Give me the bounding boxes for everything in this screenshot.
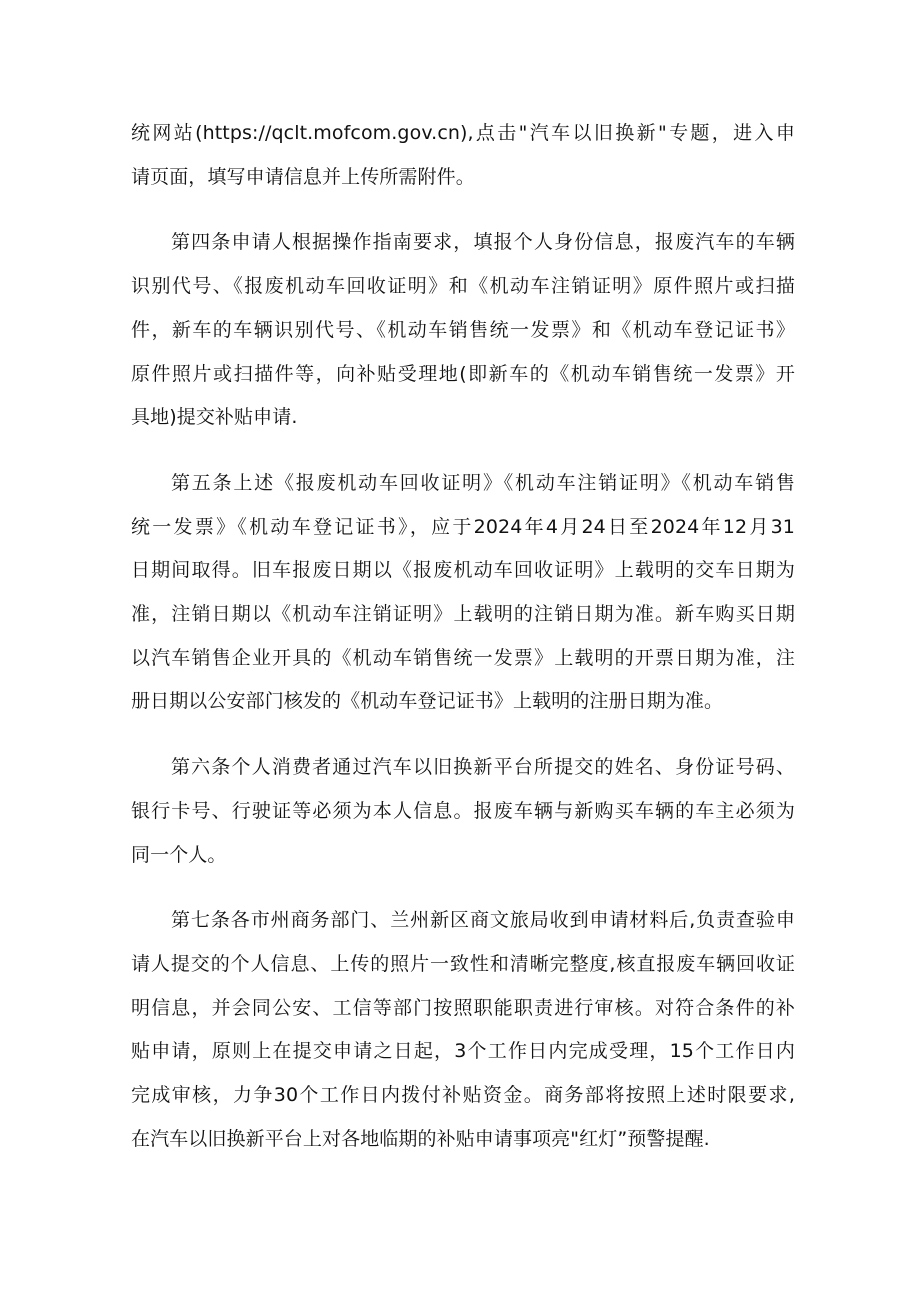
paragraph-article-7 [131, 899, 795, 1161]
text-line: 统一发票》《机动车登记证书》，应于2024年4月24日至2024年12月31 [131, 515, 795, 538]
text-line: 以汽车销售企业开具的《机动车销售统一发票》上载明的开票日期为准，注 [131, 646, 795, 669]
text-line: 第四条申请人根据操作指南要求，填报个人身份信息，报废汽车的车辆 [171, 231, 795, 254]
text-line: 明信息，并会同公安、工信等部门按照职能职责进行审核。对符合条件的补 [131, 996, 795, 1019]
text-line: 原件照片或扫描件等，向补贴受理地(即新车的《机动车销售统一发票》开 [131, 362, 795, 385]
paragraph-article-4 [131, 221, 795, 440]
text-line: 在汽车以旧换新平台上对各地临期的补贴申请事项亮"红灯”预警提醒. [131, 1127, 710, 1150]
text-line: 日期间取得。旧车报废日期以《报废机动车回收证明》上载明的交车日期为 [131, 559, 795, 582]
text-line: 件，新车的车辆识别代号、《机动车销售统一发票》和《机动车登记证书》 [131, 318, 795, 341]
paragraph-continued-website [131, 112, 795, 199]
text-line: 同一个人。 [131, 843, 227, 866]
text-line: 识别代号、《报废机动车回收证明》和《机动车注销证明》原件照片或扫描 [131, 275, 795, 298]
text-line: 银行卡号、行驶证等必须为本人信息。报废车辆与新购买车辆的车主必须为 [131, 799, 795, 822]
text-line: 统网站(https://qclt.mofcom.gov.cn),点击"汽车以旧换新"专题，进入申 [131, 122, 795, 144]
document-body [131, 112, 795, 1183]
text-line: 第五条上述《报废机动车回收证明》《机动车注销证明》《机动车销售 [171, 471, 795, 494]
text-line: 第六条个人消费者通过汽车以旧换新平台所提交的姓名、身份证号码、 [171, 756, 795, 779]
paragraph-article-5 [131, 462, 795, 724]
paragraph-article-6 [131, 746, 795, 877]
text-line: 第七条各市州商务部门、兰州新区商文旅局收到申请材料后,负责查验申 [171, 909, 795, 932]
text-line: 请人提交的个人信息、上传的照片一致性和清晰完整度,核直报废车辆回收证 [131, 952, 795, 975]
text-line: 具地)提交补贴申请. [131, 406, 298, 429]
text-line: 贴申请，原则上在提交申请之日起，3个工作日内完成受理，15个工作日内 [131, 1040, 795, 1063]
text-line: 完成审核，力争30个工作日内拨付补贴资金。商务部将按照上述时限要求, [131, 1084, 795, 1107]
text-line: 请页面，填写申请信息并上传所需附件。 [131, 165, 475, 188]
text-line: 准，注销日期以《机动车注销证明》上载明的注销日期为准。新车购买日期 [131, 603, 795, 626]
text-line: 册日期以公安部门核发的《机动车登记证书》上载明的注册日期为准。 [131, 690, 724, 713]
